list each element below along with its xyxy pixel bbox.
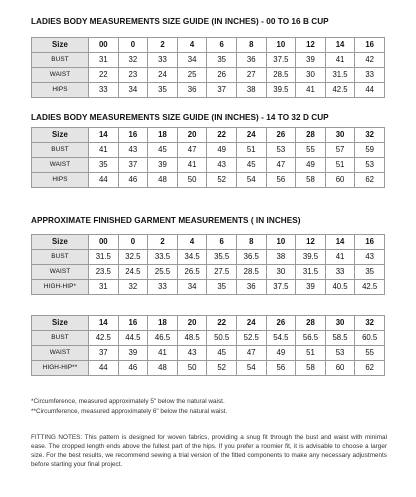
size-header-cell: 12 (296, 38, 326, 53)
measurement-cell: 58 (296, 172, 326, 187)
size-header-cell: 0 (118, 38, 148, 53)
measurement-cell: 33 (355, 67, 385, 82)
measurement-cell: 26.5 (177, 264, 207, 279)
measurement-cell: 41 (148, 345, 178, 360)
measurement-cell: 39 (118, 345, 148, 360)
size-header-label: Size (32, 128, 89, 143)
size-header-cell: 10 (266, 235, 296, 250)
measurement-cell: 34.5 (177, 249, 207, 264)
section-heading: APPROXIMATE FINISHED GARMENT MEASUREMENTS ( IN INCHES) (31, 216, 301, 225)
size-header-cell: 4 (177, 235, 207, 250)
size-header-cell: 0 (118, 235, 148, 250)
measurement-cell: 41 (89, 142, 119, 157)
measurement-cell: 44 (89, 172, 119, 187)
measurement-cell: 41 (296, 82, 326, 97)
size-header-cell: 16 (118, 128, 148, 143)
size-header-label: Size (32, 316, 89, 331)
measurement-cell: 31 (89, 52, 119, 67)
measurement-cell: 60.5 (355, 330, 385, 345)
measurement-cell: 62 (355, 172, 385, 187)
measurement-cell: 38 (236, 82, 266, 97)
size-header-cell: 32 (355, 128, 385, 143)
measurement-cell: 56 (266, 172, 296, 187)
measurement-cell: 33 (89, 82, 119, 97)
size-header-cell: 20 (177, 316, 207, 331)
measurement-cell: 53 (325, 345, 355, 360)
measurement-cell: 38 (266, 249, 296, 264)
measurement-cell: 35 (207, 279, 237, 294)
measurement-cell: 53 (266, 142, 296, 157)
measurement-cell: 27 (236, 67, 266, 82)
measurement-cell: 43 (118, 142, 148, 157)
measurement-cell: 42 (355, 52, 385, 67)
measurement-cell: 39 (296, 52, 326, 67)
measurement-cell: 23 (118, 67, 148, 82)
table-row (32, 142, 385, 157)
size-header-cell: 2 (148, 38, 178, 53)
size-header-cell: 26 (266, 128, 296, 143)
measurement-cell: 47 (177, 142, 207, 157)
size-table (31, 234, 385, 295)
measurement-cell: 58.5 (325, 330, 355, 345)
table-row (32, 279, 385, 294)
size-header-cell: 16 (118, 316, 148, 331)
row-label: BUST (32, 52, 89, 67)
measurement-cell: 37.5 (266, 279, 296, 294)
size-header-cell: 2 (148, 235, 178, 250)
measurement-cell: 42.5 (89, 330, 119, 345)
row-label: WAIST (32, 67, 89, 82)
measurement-cell: 24.5 (118, 264, 148, 279)
measurement-cell: 60 (325, 172, 355, 187)
measurement-cell: 25 (177, 67, 207, 82)
measurement-cell: 41 (325, 52, 355, 67)
measurement-cell: 43 (207, 157, 237, 172)
measurement-cell: 33.5 (148, 249, 178, 264)
measurement-cell: 40.5 (325, 279, 355, 294)
row-label: WAIST (32, 345, 89, 360)
size-header-cell: 24 (236, 316, 266, 331)
table-row (32, 52, 385, 67)
measurement-cell: 56 (266, 360, 296, 375)
size-header-cell: 18 (148, 128, 178, 143)
size-header-cell: 14 (325, 235, 355, 250)
measurement-cell: 54 (236, 172, 266, 187)
measurement-cell: 31.5 (89, 249, 119, 264)
size-header-cell: 8 (236, 235, 266, 250)
measurement-cell: 35 (89, 157, 119, 172)
measurement-cell: 60 (325, 360, 355, 375)
measurement-cell: 50 (177, 360, 207, 375)
measurement-cell: 54.5 (266, 330, 296, 345)
measurement-cell: 46 (118, 360, 148, 375)
measurement-cell: 32 (118, 52, 148, 67)
measurement-cell: 37 (89, 345, 119, 360)
measurement-cell: 34 (177, 279, 207, 294)
measurement-cell: 36 (236, 279, 266, 294)
size-header-cell: 12 (296, 235, 326, 250)
row-label: WAIST (32, 157, 89, 172)
measurement-cell: 41 (177, 157, 207, 172)
measurement-cell: 45 (207, 345, 237, 360)
measurement-cell: 28.5 (266, 67, 296, 82)
size-header-cell: 6 (207, 38, 237, 53)
measurement-cell: 26 (207, 67, 237, 82)
measurement-cell: 35 (355, 264, 385, 279)
measurement-cell: 44.5 (118, 330, 148, 345)
row-label: HIGH-HIP** (32, 360, 89, 375)
size-table (31, 127, 385, 188)
measurement-cell: 51 (325, 157, 355, 172)
measurement-cell: 43 (177, 345, 207, 360)
table-row (32, 249, 385, 264)
measurement-cell: 56.5 (296, 330, 326, 345)
measurement-cell: 32.5 (118, 249, 148, 264)
size-header-cell: 28 (296, 316, 326, 331)
measurement-cell: 30 (266, 264, 296, 279)
size-header-cell: 32 (355, 316, 385, 331)
measurement-cell: 43 (355, 249, 385, 264)
measurement-cell: 35 (148, 82, 178, 97)
table-header-row (32, 38, 385, 53)
measurement-cell: 55 (296, 142, 326, 157)
measurement-cell: 48.5 (177, 330, 207, 345)
measurement-cell: 39.5 (266, 82, 296, 97)
size-header-cell: 8 (236, 38, 266, 53)
table-row (32, 264, 385, 279)
row-label: BUST (32, 330, 89, 345)
measurement-cell: 50 (177, 172, 207, 187)
table-header-row (32, 316, 385, 331)
measurement-cell: 59 (355, 142, 385, 157)
measurement-cell: 30 (296, 67, 326, 82)
measurement-cell: 37 (118, 157, 148, 172)
table-row (32, 172, 385, 187)
size-header-cell: 6 (207, 235, 237, 250)
size-header-cell: 18 (148, 316, 178, 331)
size-header-cell: 28 (296, 128, 326, 143)
section-heading: LADIES BODY MEASUREMENTS SIZE GUIDE (IN INCHES) - 00 TO 16 B CUP (31, 17, 329, 26)
size-header-cell: 14 (89, 128, 119, 143)
table-row (32, 82, 385, 97)
size-header-cell: 14 (325, 38, 355, 53)
measurement-cell: 51 (236, 142, 266, 157)
measurement-cell: 44 (355, 82, 385, 97)
measurement-cell: 36.5 (236, 249, 266, 264)
measurement-cell: 54 (236, 360, 266, 375)
measurement-cell: 62 (355, 360, 385, 375)
measurement-cell: 52 (207, 172, 237, 187)
size-header-cell: 22 (207, 128, 237, 143)
measurement-cell: 57 (325, 142, 355, 157)
measurement-cell: 36 (236, 52, 266, 67)
measurement-cell: 53 (355, 157, 385, 172)
measurement-cell: 49 (296, 157, 326, 172)
row-label: HIGH-HIP* (32, 279, 89, 294)
fitting-notes: FITTING NOTES: This pattern is designed for woven fabrics, providing a snug fit through the bust and waist with minimal ease. The cropped length ends above the fullest part of the hips. If you prefer a roomier fit, it is advisable to choose a larger size. For the best results, we recommend sewing a trial version of the fitted components to make any necessary adjustments before starting your final project. (31, 434, 387, 468)
measurement-cell: 51 (296, 345, 326, 360)
measurement-cell: 41 (325, 249, 355, 264)
row-label: HIPS (32, 82, 89, 97)
measurement-cell: 35.5 (207, 249, 237, 264)
measurement-cell: 52.5 (236, 330, 266, 345)
size-header-label: Size (32, 235, 89, 250)
measurement-cell: 35 (207, 52, 237, 67)
size-header-cell: 22 (207, 316, 237, 331)
table-row (32, 360, 385, 375)
measurement-cell: 47 (266, 157, 296, 172)
measurement-cell: 28.5 (236, 264, 266, 279)
table-row (32, 67, 385, 82)
table-row (32, 345, 385, 360)
footnote: *Circumference, measured approximately 5" below the natural waist. (31, 398, 225, 405)
measurement-cell: 47 (236, 345, 266, 360)
measurement-cell: 55 (355, 345, 385, 360)
measurement-cell: 52 (207, 360, 237, 375)
measurement-cell: 31 (89, 279, 119, 294)
size-table (31, 315, 385, 376)
size-header-cell: 10 (266, 38, 296, 53)
table-row (32, 157, 385, 172)
measurement-cell: 50.5 (207, 330, 237, 345)
size-header-cell: 16 (355, 235, 385, 250)
size-header-cell: 30 (325, 316, 355, 331)
measurement-cell: 32 (118, 279, 148, 294)
measurement-cell: 37 (207, 82, 237, 97)
size-header-cell: 00 (89, 235, 119, 250)
measurement-cell: 39 (296, 279, 326, 294)
measurement-cell: 49 (207, 142, 237, 157)
measurement-cell: 45 (236, 157, 266, 172)
measurement-cell: 48 (148, 360, 178, 375)
measurement-cell: 46.5 (148, 330, 178, 345)
measurement-cell: 39.5 (296, 249, 326, 264)
size-header-cell: 30 (325, 128, 355, 143)
measurement-cell: 22 (89, 67, 119, 82)
row-label: BUST (32, 249, 89, 264)
row-label: BUST (32, 142, 89, 157)
row-label: WAIST (32, 264, 89, 279)
size-header-label: Size (32, 38, 89, 53)
size-header-cell: 4 (177, 38, 207, 53)
size-header-cell: 00 (89, 38, 119, 53)
table-header-row (32, 235, 385, 250)
measurement-cell: 34 (177, 52, 207, 67)
size-header-cell: 16 (355, 38, 385, 53)
measurement-cell: 34 (118, 82, 148, 97)
measurement-cell: 33 (325, 264, 355, 279)
measurement-cell: 25.5 (148, 264, 178, 279)
table-row (32, 330, 385, 345)
measurement-cell: 42.5 (325, 82, 355, 97)
measurement-cell: 49 (266, 345, 296, 360)
size-header-cell: 20 (177, 128, 207, 143)
measurement-cell: 45 (148, 142, 178, 157)
measurement-cell: 24 (148, 67, 178, 82)
measurement-cell: 36 (177, 82, 207, 97)
footnote: **Circumference, measured approximately 6" below the natural waist. (31, 408, 228, 415)
measurement-cell: 44 (89, 360, 119, 375)
measurement-cell: 58 (296, 360, 326, 375)
measurement-cell: 33 (148, 52, 178, 67)
measurement-cell: 27.5 (207, 264, 237, 279)
measurement-cell: 23.5 (89, 264, 119, 279)
measurement-cell: 31.5 (296, 264, 326, 279)
measurement-cell: 46 (118, 172, 148, 187)
table-header-row (32, 128, 385, 143)
measurement-cell: 31.5 (325, 67, 355, 82)
row-label: HIPS (32, 172, 89, 187)
measurement-cell: 33 (148, 279, 178, 294)
size-header-cell: 26 (266, 316, 296, 331)
measurement-cell: 37.5 (266, 52, 296, 67)
size-header-cell: 14 (89, 316, 119, 331)
size-table (31, 37, 385, 98)
measurement-cell: 48 (148, 172, 178, 187)
section-heading: LADIES BODY MEASUREMENTS SIZE GUIDE (IN INCHES) - 14 TO 32 D CUP (31, 113, 329, 122)
measurement-cell: 42.5 (355, 279, 385, 294)
size-header-cell: 24 (236, 128, 266, 143)
measurement-cell: 39 (148, 157, 178, 172)
